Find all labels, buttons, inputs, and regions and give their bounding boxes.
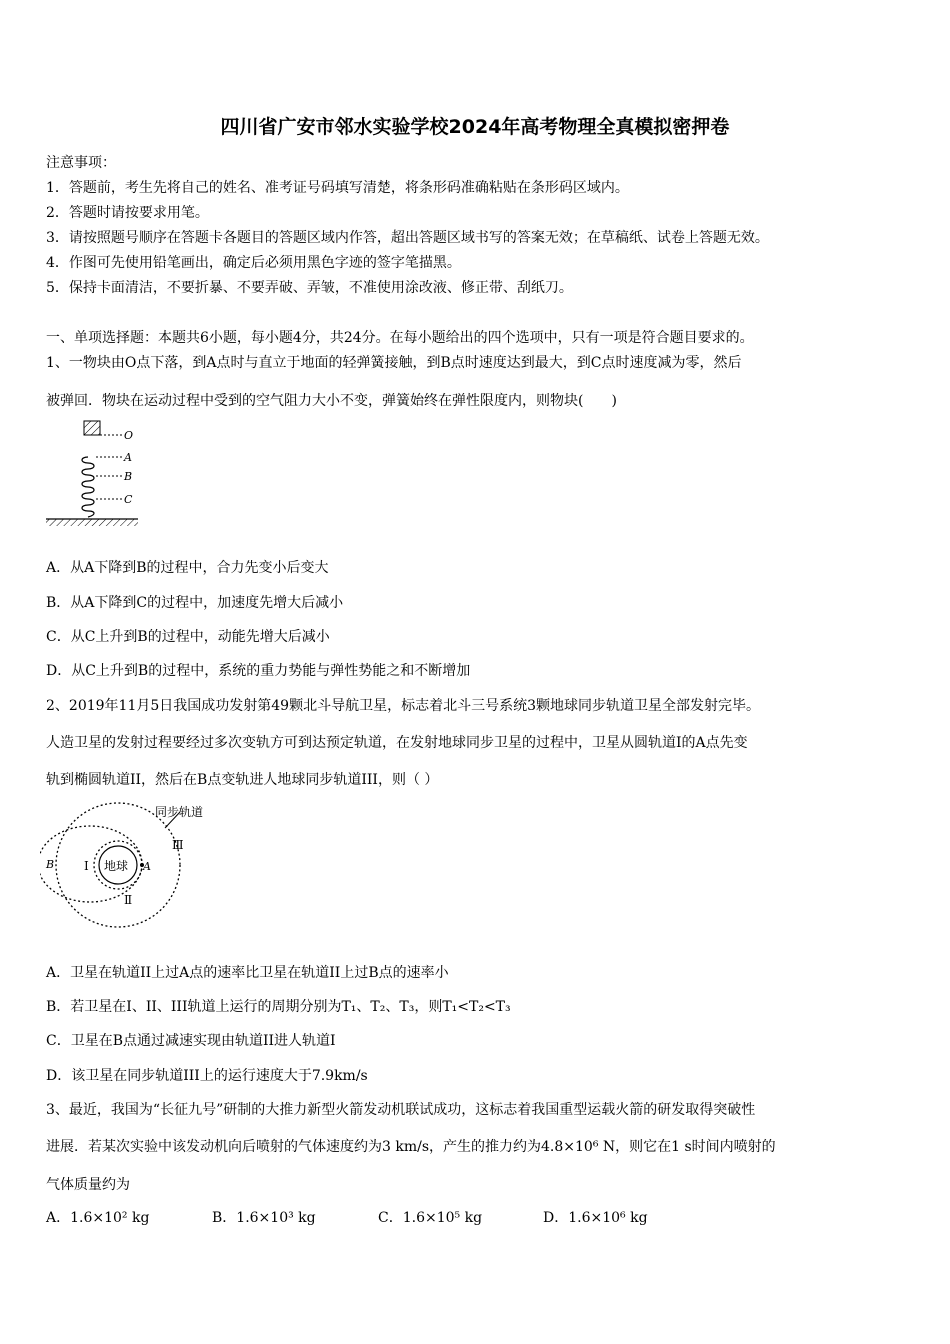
q2-option: B．若卫星在I、II、III轨道上运行的周期分别为T₁、T₂、T₃，则T₁<T₂<T₃ bbox=[46, 999, 511, 1015]
q2-option: A．卫星在轨道II上过A点的速率比卫星在轨道II上过B点的速率小 bbox=[46, 965, 449, 981]
page-title: 四川省广安市邻水实验学校2024年高考物理全真模拟密押卷 bbox=[220, 116, 730, 138]
section-heading: 一、单项选择题：本题共6小题，每小题4分，共24分。在每小题给出的四个选项中，只有一项是符合题目要求的。 bbox=[46, 330, 754, 346]
orbit-i-label: Ⅰ bbox=[84, 859, 89, 873]
notice-heading: 注意事项： bbox=[46, 155, 116, 171]
q1-option: D．从C上升到B的过程中，系统的重力势能与弹性势能之和不断增加 bbox=[46, 663, 471, 679]
q1-option: B．从A下降到C的过程中，加速度先增大后减小 bbox=[46, 595, 344, 611]
q3-option: A．1.6×10² kg bbox=[46, 1210, 150, 1226]
notice-item: 4．作图可先使用铅笔画出，确定后必须用黑色字迹的签字笔描黑。 bbox=[46, 255, 461, 271]
orbit-iii-label: Ⅲ bbox=[172, 838, 184, 852]
q3-stem-line: 3、最近，我国为“长征九号”研制的大推力新型火箭发动机联试成功，这标志着我国重型运载火箭的研发取得突破性 bbox=[46, 1102, 756, 1118]
q2-option: D．该卫星在同步轨道III上的运行速度大于7.9km/s bbox=[46, 1068, 368, 1084]
notice-item: 3．请按照题号顺序在答题卡各题目的答题区域内作答，超出答题区域书写的答案无效；在草稿纸、试卷上答题无效。 bbox=[46, 230, 769, 246]
q2-option: C．卫星在B点通过减速实现由轨道II进人轨道I bbox=[46, 1033, 336, 1049]
q2-stem-line: 轨到椭圆轨道II，然后在B点变轨进人地球同步轨道III，则（ ） bbox=[46, 772, 439, 788]
block bbox=[84, 421, 100, 435]
spring-diagram bbox=[40, 415, 150, 535]
q1-option: C．从C上升到B的过程中，动能先增大后减小 bbox=[46, 629, 330, 645]
orbit-diagram bbox=[40, 798, 230, 938]
label-o: O bbox=[124, 429, 134, 442]
q3-option: C．1.6×10⁵ kg bbox=[378, 1210, 483, 1226]
q3-stem-line: 进展．若某次实验中该发动机向后喷射的气体速度约为3 km/s，产生的推力约为4.8×10⁶ N，则它在1 s时间内喷射的 bbox=[46, 1139, 776, 1155]
ground-hatch bbox=[46, 519, 138, 526]
q1-stem-line: 被弹回．物块在运动过程中受到的空气阻力大小不变，弹簧始终在弹性限度内，则物块( ) bbox=[46, 393, 617, 409]
q2-stem-line: 人造卫星的发射过程要经过多次变轨方可到达预定轨道，在发射地球同步卫星的过程中，卫星从圆轨道I的A点先变 bbox=[46, 735, 748, 751]
label-b: B bbox=[46, 858, 55, 871]
q1-option: A．从A下降到B的过程中，合力先变小后变大 bbox=[46, 560, 329, 576]
earth-label: 地球 bbox=[104, 859, 129, 873]
q3-stem-line: 气体质量约为 bbox=[46, 1177, 130, 1193]
notice-item: 1．答题前，考生先将自己的姓名、准考证号码填写清楚，将条形码准确粘贴在条形码区域内。 bbox=[46, 180, 629, 196]
notice-item: 2．答题时请按要求用笔。 bbox=[46, 205, 209, 221]
label-a: A bbox=[143, 860, 151, 873]
q2-stem-line: 2、2019年11月5日我国成功发射第49颗北斗导航卫星，标志着北斗三号系统3颗地球同步轨道卫星全部发射完毕。 bbox=[46, 698, 760, 714]
spring bbox=[82, 457, 94, 517]
q3-option: D．1.6×10⁶ kg bbox=[543, 1210, 648, 1226]
sync-orbit-label: 同步轨道 bbox=[155, 805, 204, 819]
label-a: A bbox=[124, 451, 132, 464]
label-c: C bbox=[124, 493, 133, 506]
notice-item: 5．保持卡面清洁，不要折暴、不要弄破、弄皱，不准使用涂改液、修正带、刮纸刀。 bbox=[46, 280, 573, 296]
q3-option: B．1.6×10³ kg bbox=[212, 1210, 316, 1226]
label-b: B bbox=[124, 470, 133, 483]
orbit-ii-label: Ⅱ bbox=[124, 893, 133, 907]
q1-stem-line: 1、一物块由O点下落，到A点时与直立于地面的轻弹簧接触，到B点时速度达到最大，到C点时速度减为零，然后 bbox=[46, 355, 742, 371]
